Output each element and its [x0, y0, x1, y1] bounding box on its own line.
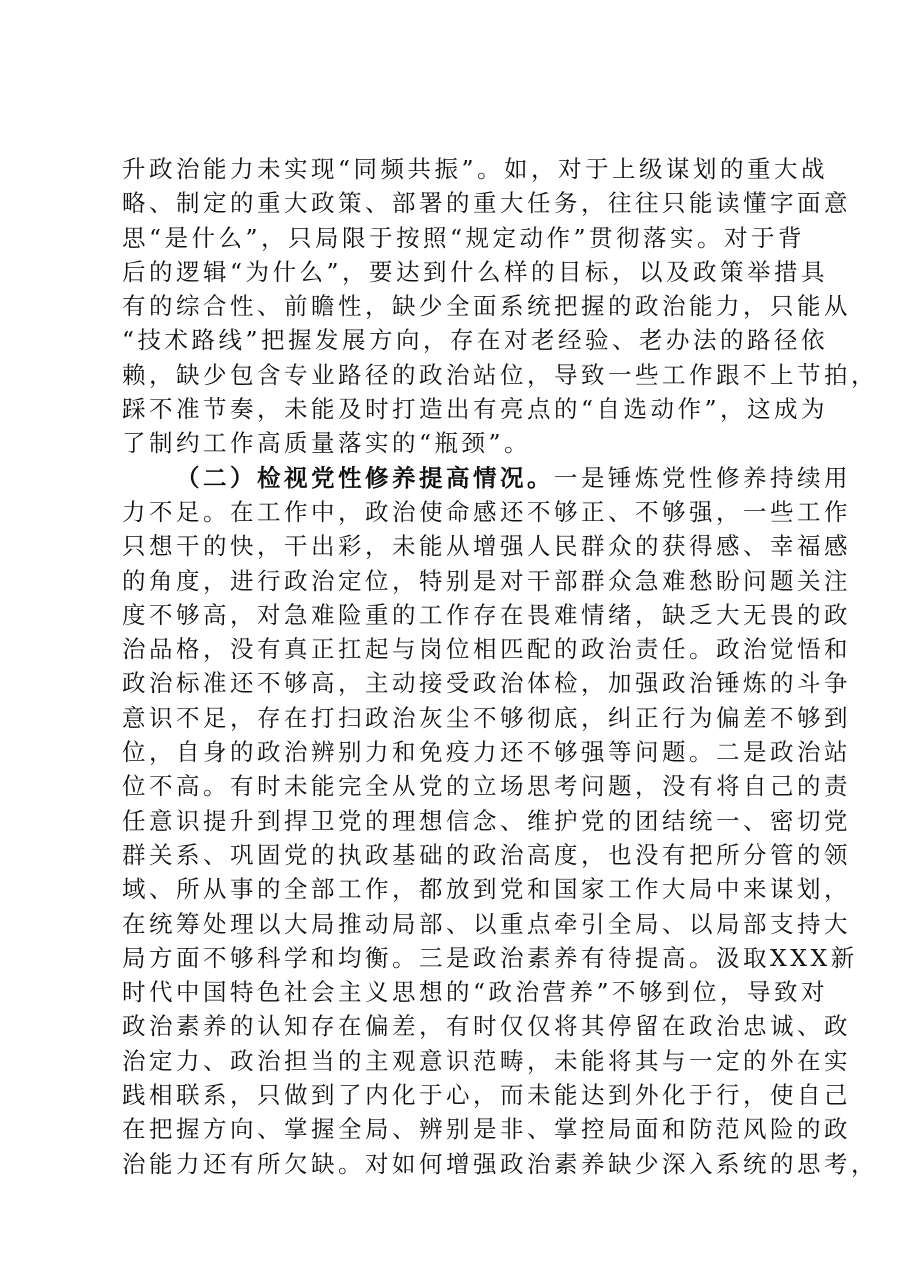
- text-line: 践相联系，只做到了内化于心，而未能达到外化于行，使自己: [122, 1081, 851, 1110]
- text-line: 治能力还有所欠缺。对如何增强政治素养缺少深入系统的思考，: [122, 1149, 878, 1178]
- text-line: 在统筹处理以大局推动局部、以重点牵引全局、以局部支持大: [122, 909, 851, 938]
- text-line: 有的综合性、前瞻性，缺少全面系统把握的政治能力，只能从: [122, 292, 851, 321]
- text-line: 域、所从事的全部工作，都放到党和国家工作大局中来谋划，: [122, 875, 851, 904]
- text-line: 了制约工作高质量落实的“瓶颈”。: [122, 429, 532, 458]
- text-line: 只想干的快，干出彩，未能从增强人民群众的获得感、幸福感: [122, 532, 851, 561]
- text-line: 位不高。有时未能完全从党的立场思考问题，没有将自己的责: [122, 772, 851, 801]
- document-body: [122, 152, 878, 1181]
- text-line: 时代中国特色社会主义思想的“政治营养”不够到位，导致对: [122, 978, 829, 1007]
- text-line: 在把握方向、掌握全局、辨别是非、掌控局面和防范风险的政: [122, 1115, 851, 1144]
- text-line: 升政治能力未实现“同频共振”。如，对于上级谋划的重大战: [122, 155, 829, 183]
- text-line: 任意识提升到捍卫党的理想信念、维护党的团结统一、密切党: [122, 806, 851, 835]
- section-heading-line: [122, 461, 851, 495]
- section-heading: （二）检视党性修养提高情况。: [176, 463, 554, 492]
- text-line: 群关系、巩固党的执政基础的政治高度，也没有把所分管的领: [122, 840, 851, 869]
- text-line: 度不够高，对急难险重的工作存在畏难情绪，缺乏大无畏的政: [122, 600, 851, 629]
- text-line: 力不足。在工作中，政治使命感还不够正、不够强，一些工作: [122, 497, 851, 526]
- text-line: 后的逻辑“为什么”，要达到什么样的目标，以及政策举措具: [122, 257, 829, 286]
- text-line: 政治素养的认知存在偏差，有时仅仅将其停留在政治忠诚、政: [122, 1012, 851, 1041]
- text-line: 政治标准还不够高，主动接受政治体检，加强政治锤炼的斗争: [122, 669, 851, 698]
- text-line: 思“是什么”，只局限于按照“规定动作”贯彻落实。对于背: [122, 223, 806, 252]
- text-line: 略、制定的重大政策、部署的重大任务，往往只能读懂字面意: [122, 189, 851, 218]
- text-line: 一是锤炼党性修养持续用: [554, 463, 851, 492]
- text-line: 治定力、政治担当的主观意识范畴，未能将其与一定的外在实: [122, 1046, 851, 1075]
- text-line: “技术路线”把握发展方向，存在对老经验、老办法的路径依: [122, 326, 829, 355]
- text-line: 位，自身的政治辨别力和免疫力还不够强等问题。二是政治站: [122, 738, 851, 767]
- text-line: 踩不准节奏，未能及时打造出有亮点的“自选动作”，这成为: [122, 395, 829, 424]
- text-line: 意识不足，存在打扫政治灰尘不够彻底，纠正行为偏差不够到: [122, 703, 851, 732]
- text-line: 的角度，进行政治定位，特别是对干部群众急难愁盼问题关注: [122, 566, 851, 595]
- text-line: 赖，缺少包含专业路径的政治站位，导致一些工作跟不上节拍，: [122, 360, 878, 389]
- text-line: 治品格，没有真正扛起与岗位相匹配的政治责任。政治觉悟和: [122, 635, 851, 664]
- text-line: 局方面不够科学和均衡。三是政治素养有待提高。汲取XXX新: [122, 943, 858, 972]
